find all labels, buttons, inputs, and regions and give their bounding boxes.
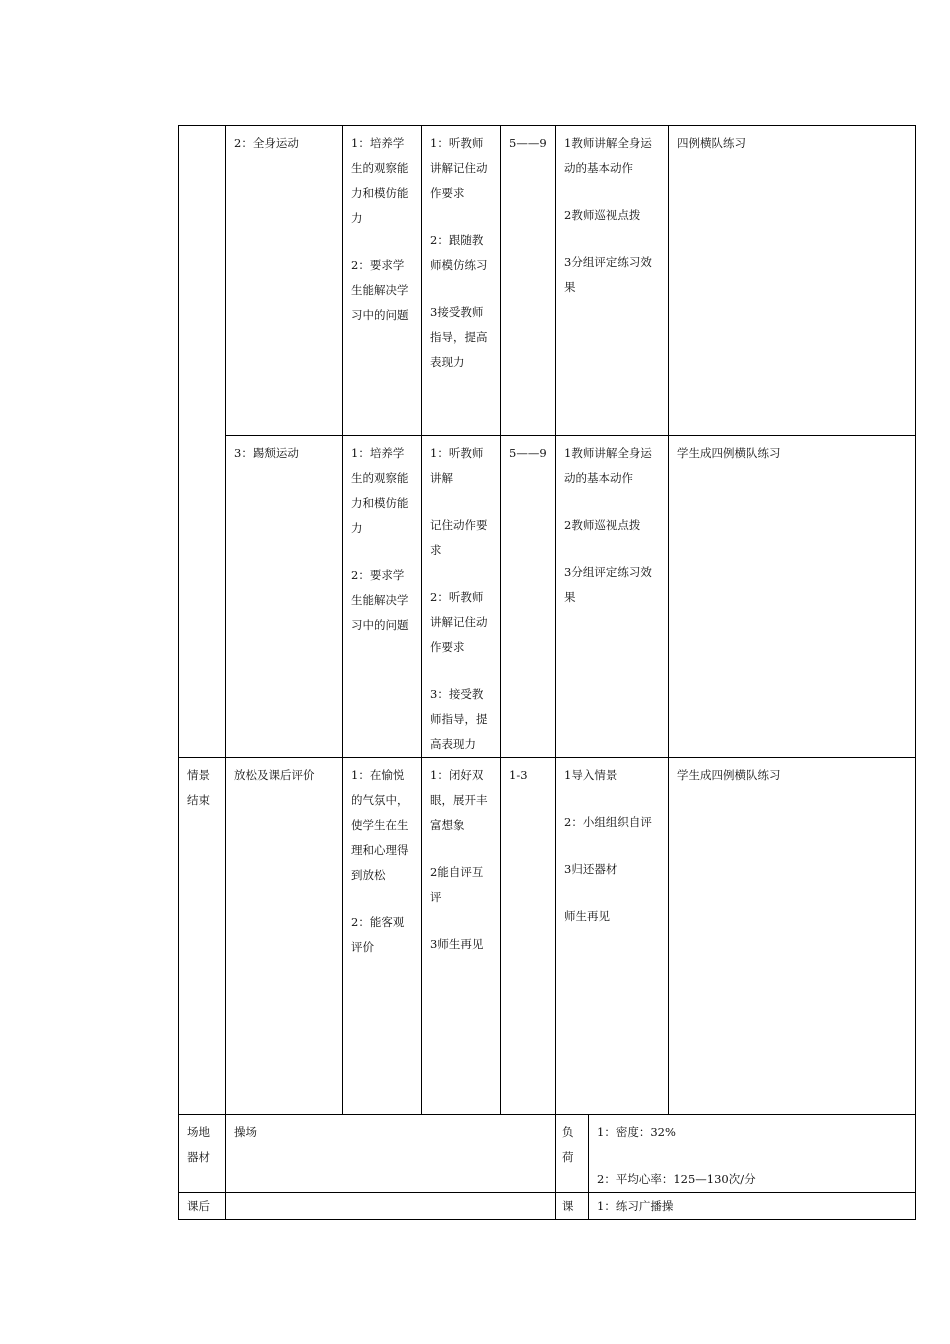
after-class-row — [179, 1193, 916, 1220]
table-row — [179, 758, 916, 1115]
stage-cell: 情景 结束 — [179, 758, 226, 1115]
load-label: 负 荷 — [556, 1115, 589, 1193]
load-values: 1：密度：32% 2：平均心率：125—130次/分 — [589, 1115, 916, 1193]
time-cell: 5——9 — [501, 436, 556, 758]
student-activity-cell: 1：闭好双 眼，展开丰 富想象 2能自评互 评 3师生再见 — [422, 758, 501, 1115]
goals-cell: 1：培养学 生的观察能 力和模仿能 力 2：要求学 生能解决学 习中的问题 — [343, 436, 422, 758]
student-activity-cell: 1：听教师 讲解记住动 作要求 2：跟随教 师模仿练习 3接受教师 指导，提高 表现力 — [422, 126, 501, 436]
venue-label: 场地 器材 — [179, 1115, 226, 1193]
organization-cell: 四例横队练习 — [669, 126, 916, 436]
content-cell: 3：踢颓运动 — [226, 436, 343, 758]
time-cell: 5——9 — [501, 126, 556, 436]
goals-cell: 1：培养学 生的观察能 力和模仿能 力 2：要求学 生能解决学 习中的问题 — [343, 126, 422, 436]
venue-value: 操场 — [226, 1115, 556, 1193]
after-class-label: 课后 — [179, 1193, 226, 1220]
teacher-activity-cell: 1教师讲解全身运 动的基本动作 2教师巡视点拨 3分组评定练习效 果 — [556, 436, 669, 758]
content-cell: 放松及课后评价 — [226, 758, 343, 1115]
after-class-side-value: 1：练习广播操 — [589, 1193, 916, 1220]
after-class-side-label: 课 — [556, 1193, 589, 1220]
teacher-activity-cell: 1导入情景 2：小组组织自评 3归还器材 师生再见 — [556, 758, 669, 1115]
after-class-value — [226, 1193, 556, 1220]
time-cell: 1-3 — [501, 758, 556, 1115]
student-activity-cell: 1：听教师 讲解 记住动作要 求 2：听教师 讲解记住动 作要求 3：接受教 师指导，提 高表现力 — [422, 436, 501, 758]
content-cell: 2：全身运动 — [226, 126, 343, 436]
table-row — [179, 126, 916, 436]
organization-cell: 学生成四例横队练习 — [669, 758, 916, 1115]
teacher-activity-cell: 1教师讲解全身运 动的基本动作 2教师巡视点拨 3分组评定练习效 果 — [556, 126, 669, 436]
lesson-plan-table — [178, 125, 916, 1220]
table-row — [179, 436, 916, 758]
stage-cell — [179, 126, 226, 758]
organization-cell: 学生成四例横队练习 — [669, 436, 916, 758]
venue-row — [179, 1115, 916, 1193]
goals-cell: 1：在愉悦 的气氛中， 使学生在生 理和心理得 到放松 2：能客观 评价 — [343, 758, 422, 1115]
